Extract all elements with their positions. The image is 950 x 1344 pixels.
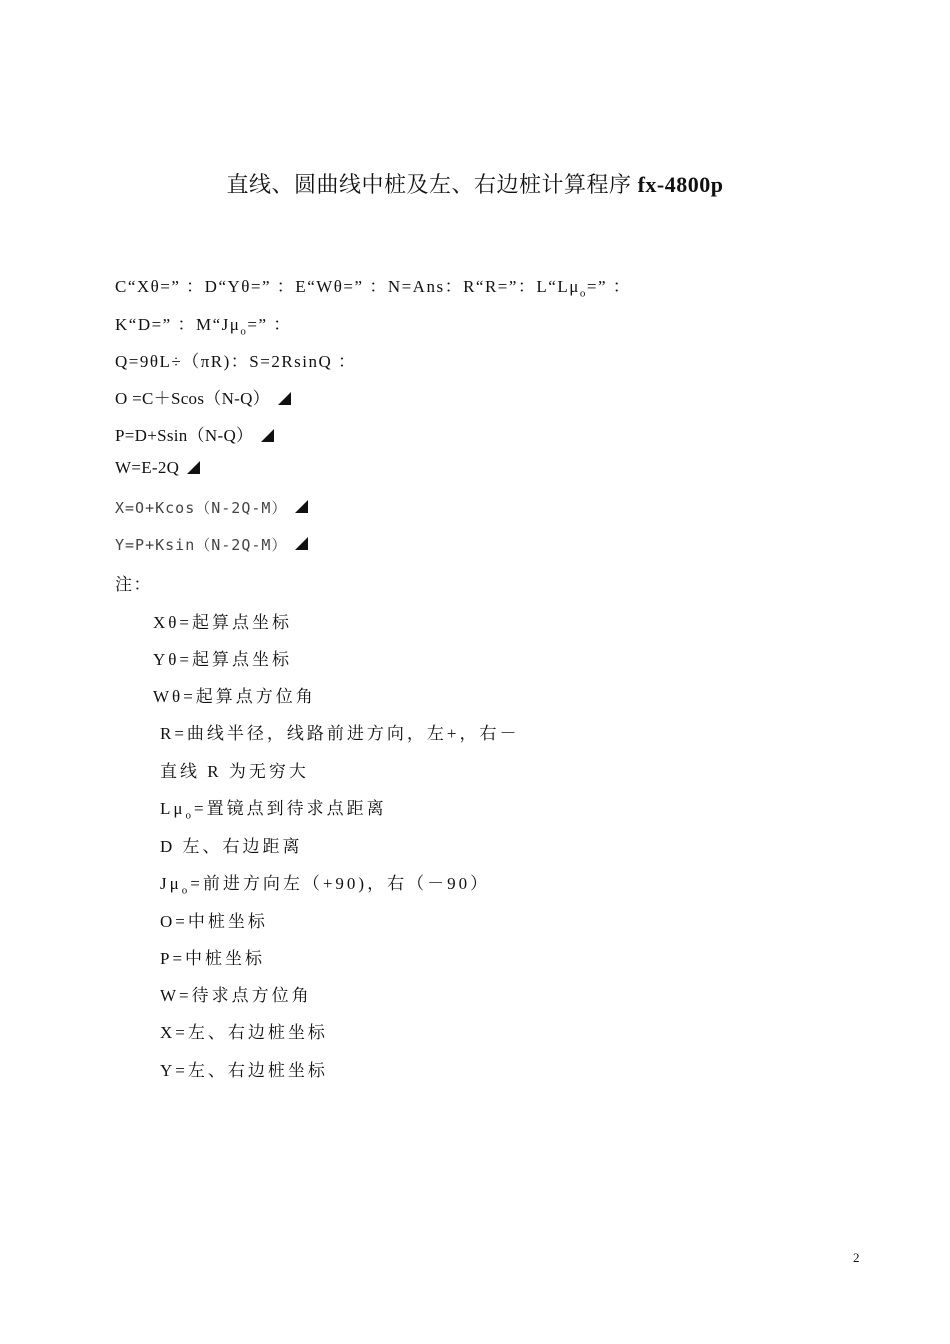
note-item [160, 869, 490, 896]
page-title [0, 168, 950, 199]
display-triangle-icon [187, 461, 200, 474]
note-text: X=左、右边桩坐标 [160, 1023, 328, 1042]
program-line-5-text: P=D+Ssin（N-Q） [115, 426, 254, 445]
program-line-3 [115, 347, 357, 372]
note-text: =前进方向左（+90)，右（－90） [190, 874, 491, 893]
program-line-1 [115, 272, 631, 299]
note-item [160, 719, 520, 744]
program-line-4-text: O =C＋Scos（N-Q） [115, 389, 270, 408]
note-text: R=曲线半径，线路前进方向，左+，右－ [160, 724, 520, 743]
subscript: o [579, 287, 587, 300]
note-text: Xθ=起算点坐标 [153, 613, 293, 632]
note-item [160, 1056, 328, 1081]
note-text: Yθ=起算点坐标 [153, 650, 293, 669]
program-line-2-text: K“D=” ：M“Jμ [115, 315, 241, 334]
note-text: Jμ [160, 874, 182, 893]
display-triangle-icon [295, 537, 308, 550]
note-text: Lμ [160, 799, 186, 818]
program-line-5 [115, 421, 274, 446]
subscript: o [181, 884, 191, 897]
program-line-8-text: Y=P+Ksin（N-2Q-M） [115, 536, 288, 554]
note-text: Wθ=起算点方位角 [153, 687, 316, 706]
note-text: P=中桩坐标 [160, 949, 266, 968]
note-item [153, 645, 292, 670]
display-triangle-icon [278, 392, 291, 405]
note-text: Y=左、右边桩坐标 [160, 1061, 328, 1080]
note-item [153, 608, 292, 633]
program-line-7 [115, 497, 308, 518]
note-item [160, 1018, 328, 1043]
program-line-3-text: Q=9θL÷（πR)：S=2RsinQ ： [115, 352, 357, 371]
note-text: O=中桩坐标 [160, 912, 268, 931]
program-line-4 [115, 384, 291, 409]
note-text: W=待求点方位角 [160, 986, 312, 1005]
title-model: fx-4800p [637, 172, 724, 197]
display-triangle-icon [261, 429, 274, 442]
note-item [160, 981, 312, 1006]
note-item [160, 907, 268, 932]
note-item [160, 757, 309, 782]
note-text: =置镜点到待求点距离 [194, 799, 387, 818]
page-number: 2 [853, 1250, 860, 1265]
note-item [160, 944, 265, 969]
program-line-2-after: =” ： [247, 315, 292, 334]
program-line-1-text: C“Xθ=” ：D“Yθ=” ：E“Wθ=” ：N=Ans：R“R=”：L“Lμ [115, 277, 580, 296]
program-line-6 [115, 458, 200, 478]
program-line-2 [115, 310, 292, 337]
note-item [153, 682, 316, 707]
program-line-6-text: W=E-2Q [115, 458, 180, 477]
program-line-1-after: =” ： [586, 277, 632, 296]
program-line-7-text: X=O+Kcos（N-2Q-M） [115, 499, 288, 517]
note-text: 直线 R 为无穷大 [160, 762, 309, 781]
notes-label: 注： [115, 575, 152, 594]
title-text: 直线、圆曲线中桩及左、右边桩计算程序 [226, 172, 638, 197]
note-item [160, 832, 303, 857]
display-triangle-icon [295, 500, 308, 513]
note-text: D 左、右边距离 [160, 837, 303, 856]
subscript: o [240, 325, 248, 338]
note-item [160, 794, 387, 821]
program-line-8 [115, 534, 308, 555]
subscript: o [185, 809, 194, 822]
